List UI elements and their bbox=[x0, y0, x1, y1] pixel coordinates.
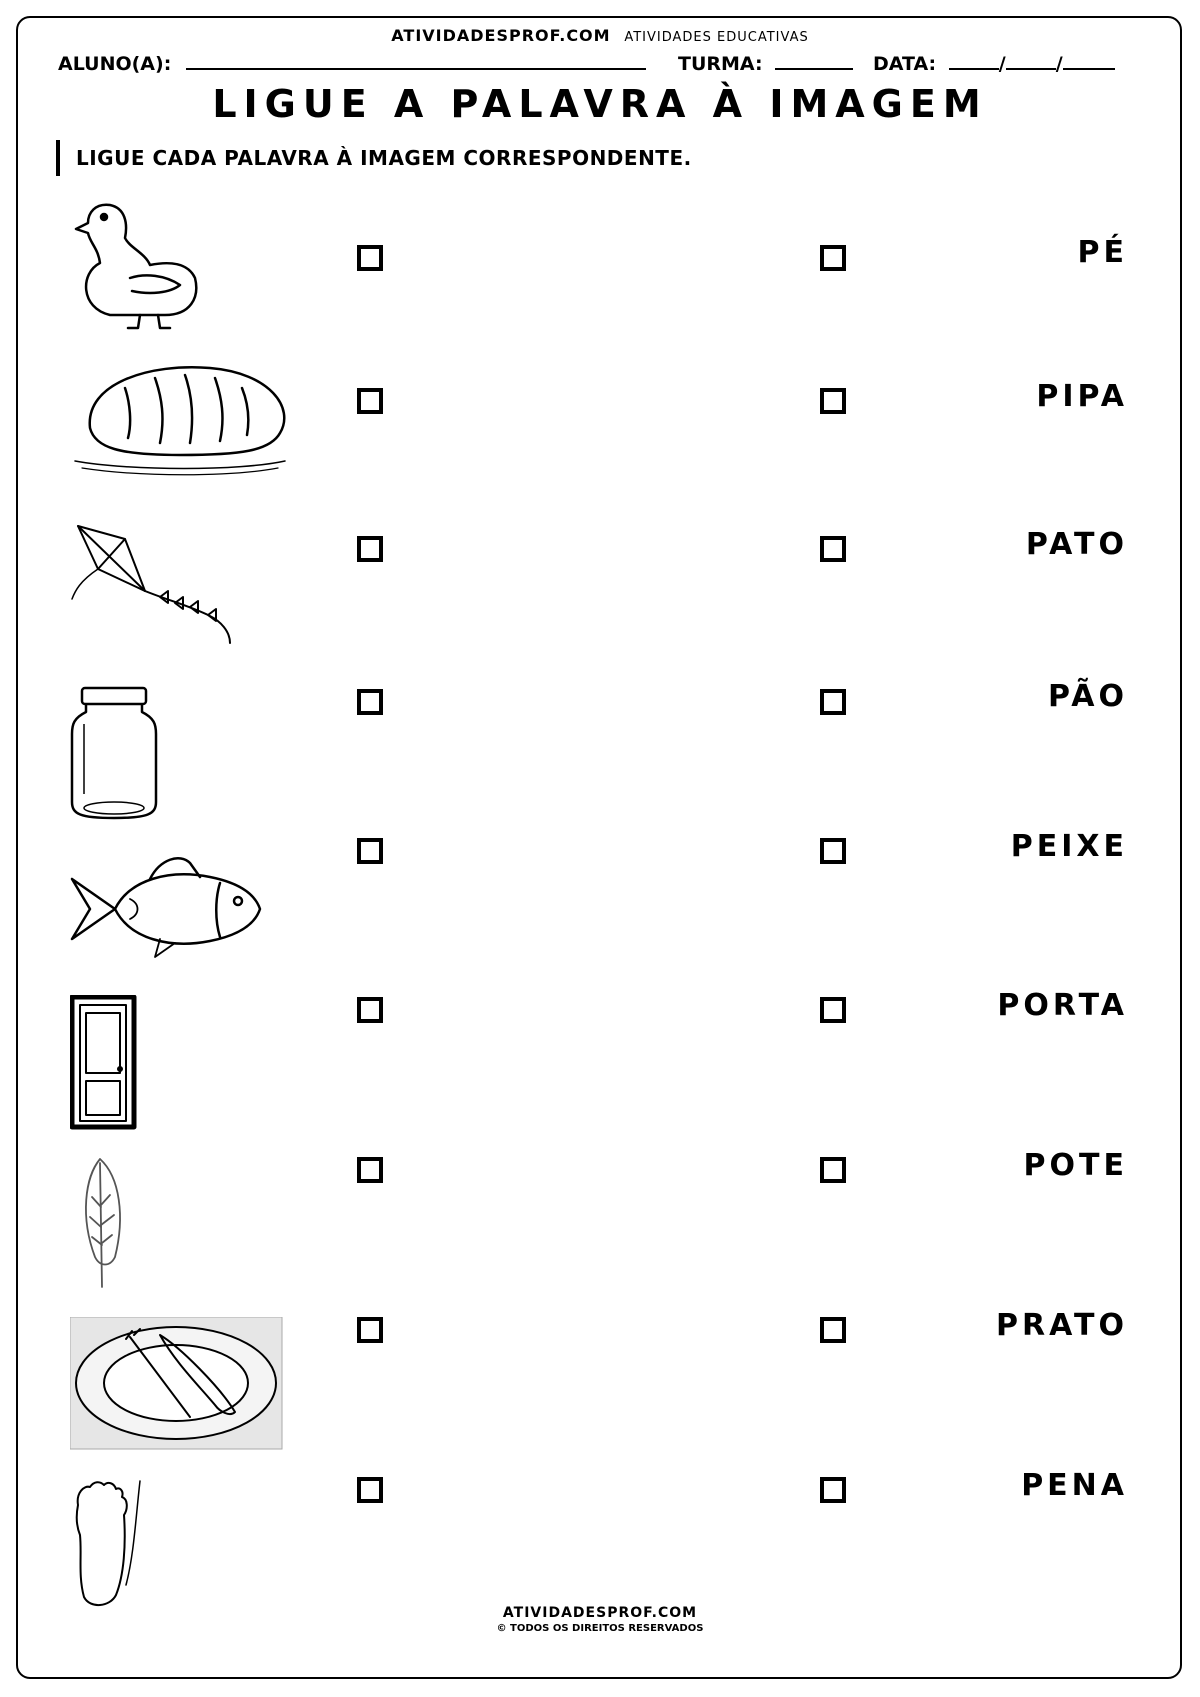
word-label: PÃO bbox=[1048, 679, 1128, 714]
word-label: POTE bbox=[1023, 1148, 1128, 1183]
class-line[interactable] bbox=[775, 50, 853, 70]
word-connect-point[interactable] bbox=[820, 689, 846, 715]
image-connect-point[interactable] bbox=[357, 1477, 383, 1503]
word-label: PEIXE bbox=[1010, 829, 1128, 864]
word-connect-point[interactable] bbox=[820, 1317, 846, 1343]
match-row bbox=[0, 829, 1200, 991]
date-day-line[interactable] bbox=[949, 50, 999, 70]
page-title: LIGUE A PALAVRA À IMAGEM bbox=[212, 82, 988, 126]
date-year-line[interactable] bbox=[1063, 50, 1115, 70]
date-separator: / bbox=[998, 53, 1006, 75]
student-label: ALUNO(A): bbox=[58, 53, 172, 75]
site-name: ATIVIDADESPROF.COM bbox=[391, 26, 611, 45]
date-month-line[interactable] bbox=[1006, 50, 1056, 70]
image-connect-point[interactable] bbox=[357, 245, 383, 271]
word-connect-point[interactable] bbox=[820, 838, 846, 864]
kite-image bbox=[70, 521, 290, 661]
word-connect-point[interactable] bbox=[820, 388, 846, 414]
match-row bbox=[0, 343, 1200, 489]
image-connect-point[interactable] bbox=[357, 838, 383, 864]
image-connect-point[interactable] bbox=[357, 536, 383, 562]
foot-image bbox=[70, 1475, 290, 1615]
word-connect-point[interactable] bbox=[820, 245, 846, 271]
footer-site: ATIVIDADESPROF.COM bbox=[502, 1605, 698, 1621]
match-row bbox=[0, 679, 1200, 831]
class-label: TURMA: bbox=[678, 53, 763, 75]
student-info-fields bbox=[58, 50, 1148, 80]
instruction-text: LIGUE CADA PALAVRA À IMAGEM CORRESPONDENTE. bbox=[56, 140, 692, 176]
image-connect-point[interactable] bbox=[357, 689, 383, 715]
match-row bbox=[0, 185, 1200, 331]
image-connect-point[interactable] bbox=[357, 997, 383, 1023]
word-connect-point[interactable] bbox=[820, 536, 846, 562]
image-connect-point[interactable] bbox=[357, 1157, 383, 1183]
date-separator: / bbox=[1055, 53, 1063, 75]
word-label: PORTA bbox=[997, 988, 1128, 1023]
date-field bbox=[873, 50, 1115, 75]
word-connect-point[interactable] bbox=[820, 1477, 846, 1503]
image-connect-point[interactable] bbox=[357, 388, 383, 414]
word-label: PATO bbox=[1025, 527, 1128, 562]
match-row bbox=[0, 1148, 1200, 1311]
word-label: PIPA bbox=[1036, 379, 1128, 414]
bread-image bbox=[70, 343, 290, 483]
student-name-line[interactable] bbox=[186, 50, 646, 70]
date-label: DATA: bbox=[873, 53, 937, 75]
footer-rights: © TODOS OS DIREITOS RESERVADOS bbox=[496, 1623, 704, 1634]
page-footer bbox=[0, 1605, 1200, 1634]
fish-image bbox=[70, 839, 290, 979]
jar-image bbox=[70, 684, 290, 824]
match-row bbox=[0, 988, 1200, 1151]
door-image bbox=[70, 995, 290, 1135]
student-name-field bbox=[58, 50, 646, 75]
duck-image bbox=[70, 193, 290, 333]
match-row bbox=[0, 527, 1200, 673]
word-label: PÉ bbox=[1077, 235, 1128, 270]
site-subtitle: ATIVIDADES EDUCATIVAS bbox=[624, 30, 809, 45]
word-label: PENA bbox=[1021, 1468, 1128, 1503]
site-header bbox=[0, 26, 1200, 45]
image-connect-point[interactable] bbox=[357, 1317, 383, 1343]
class-field bbox=[678, 50, 853, 75]
word-connect-point[interactable] bbox=[820, 1157, 846, 1183]
word-connect-point[interactable] bbox=[820, 997, 846, 1023]
word-label: PRATO bbox=[996, 1308, 1128, 1343]
feather-image bbox=[70, 1157, 290, 1297]
match-row bbox=[0, 1308, 1200, 1471]
plate-image bbox=[70, 1317, 290, 1457]
